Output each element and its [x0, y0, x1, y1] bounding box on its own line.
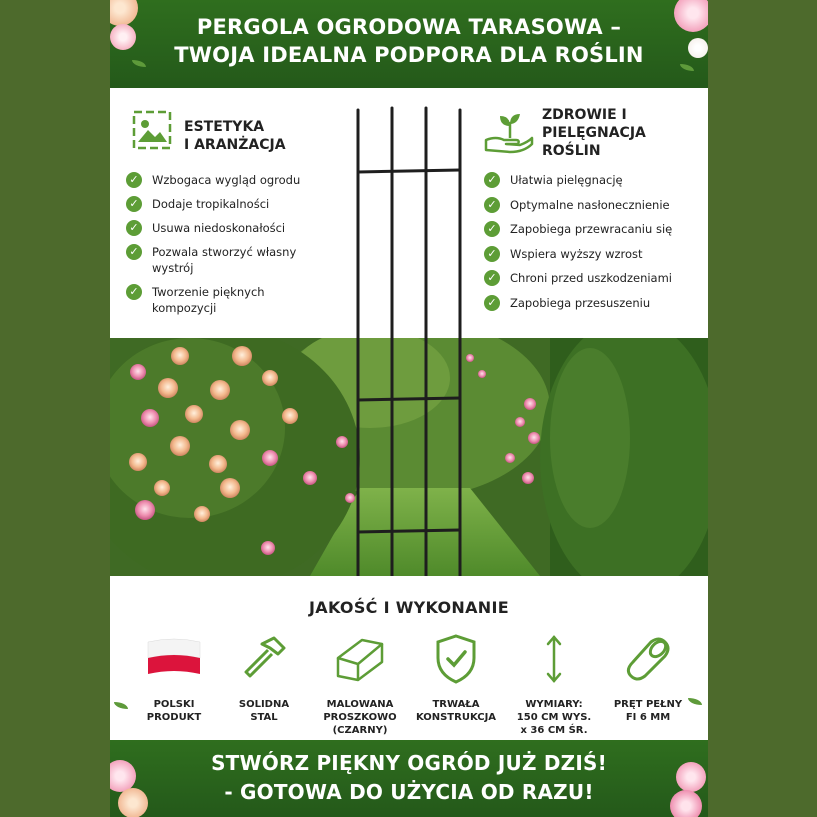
aesthetics-header [126, 88, 346, 160]
footer-line1: STWÓRZ PIĘKNY OGRÓD JUŻ DZIŚ! [211, 751, 607, 775]
header-title-line1: PERGOLA OGRODOWA TARASOWA – [196, 15, 622, 39]
feature-powder-coated: MALOWANA PROSZKOWO (CZARNY) [312, 634, 408, 737]
check-icon: ✓ [484, 172, 500, 188]
rose-decoration [118, 788, 148, 817]
list-item: ✓ Optymalne nasłonecznienie [484, 197, 672, 213]
list-item: ✓ Tworzenie pięknych kompozycji [126, 284, 302, 316]
vertical-arrow-icon [544, 634, 564, 684]
list-item: ✓ Zapobiega przewracaniu się [484, 221, 672, 237]
footer-line2: - GOTOWA DO UŻYCIA OD RAZU! [224, 780, 594, 804]
check-icon: ✓ [484, 197, 500, 213]
list-item: ✓ Wzbogaca wygląd ogrodu [126, 172, 332, 188]
quality-title: JAKOŚĆ I WYKONANIE [309, 598, 509, 617]
aesthetics-list [126, 172, 332, 324]
header-title-line2: TWOJA IDEALNA PODPORA DLA ROŚLIN [174, 43, 644, 67]
product-poster [110, 0, 708, 817]
hammer-icon [240, 634, 288, 682]
list-item: ✓ Pozwala stworzyć własny wystrój [126, 244, 332, 276]
shield-check-icon [434, 634, 478, 684]
list-item: ✓ Zapobiega przesuszeniu [484, 295, 672, 311]
feature-polish-product: POLSKI PRODUKT [126, 634, 222, 724]
aesthetics-column [126, 88, 346, 315]
trellis-product-image [340, 104, 470, 582]
feature-durable-construction: TRWAŁA KONSTRUKCJA [408, 634, 504, 724]
health-column [484, 88, 704, 310]
feature-solid-rod: PRĘT PEŁNY FI 6 MM [600, 634, 696, 724]
check-icon: ✓ [484, 270, 500, 286]
check-icon: ✓ [484, 295, 500, 311]
footer-banner [110, 740, 708, 817]
landscape-image-icon [130, 108, 174, 152]
steel-beam-icon [334, 634, 386, 682]
hand-with-seedling-icon [484, 110, 534, 154]
rose-decoration [670, 790, 702, 817]
rose-decoration [110, 24, 136, 50]
check-icon: ✓ [484, 221, 500, 237]
steel-rod-icon [623, 634, 673, 684]
check-icon: ✓ [126, 196, 142, 212]
rose-decoration [688, 38, 708, 58]
quality-section [110, 576, 708, 740]
list-item: ✓ Wspiera wyższy wzrost [484, 246, 672, 262]
list-item: ✓ Ułatwia pielęgnację [484, 172, 672, 188]
check-icon: ✓ [126, 284, 142, 300]
rose-decoration [676, 762, 706, 792]
feature-solid-steel: SOLIDNA STAL [216, 634, 312, 724]
check-icon: ✓ [126, 244, 142, 260]
polish-flag-icon [146, 638, 202, 678]
aesthetics-title: ESTETYKA I ARANŻACJA [184, 119, 286, 153]
feature-dimensions: WYMIARY: 150 CM WYS. x 36 CM ŚR. [506, 634, 602, 737]
health-title: ZDROWIE I PIELĘGNACJA ROŚLIN [542, 107, 646, 159]
list-item: ✓ Usuwa niedoskonałości [126, 220, 332, 236]
check-icon: ✓ [484, 246, 500, 262]
health-header [484, 88, 704, 160]
header-banner [110, 0, 708, 88]
health-list [484, 172, 672, 320]
check-icon: ✓ [126, 172, 142, 188]
list-item: ✓ Dodaje tropikalności [126, 196, 332, 212]
list-item: ✓ Chroni przed uszkodzeniami [484, 270, 672, 286]
check-icon: ✓ [126, 220, 142, 236]
